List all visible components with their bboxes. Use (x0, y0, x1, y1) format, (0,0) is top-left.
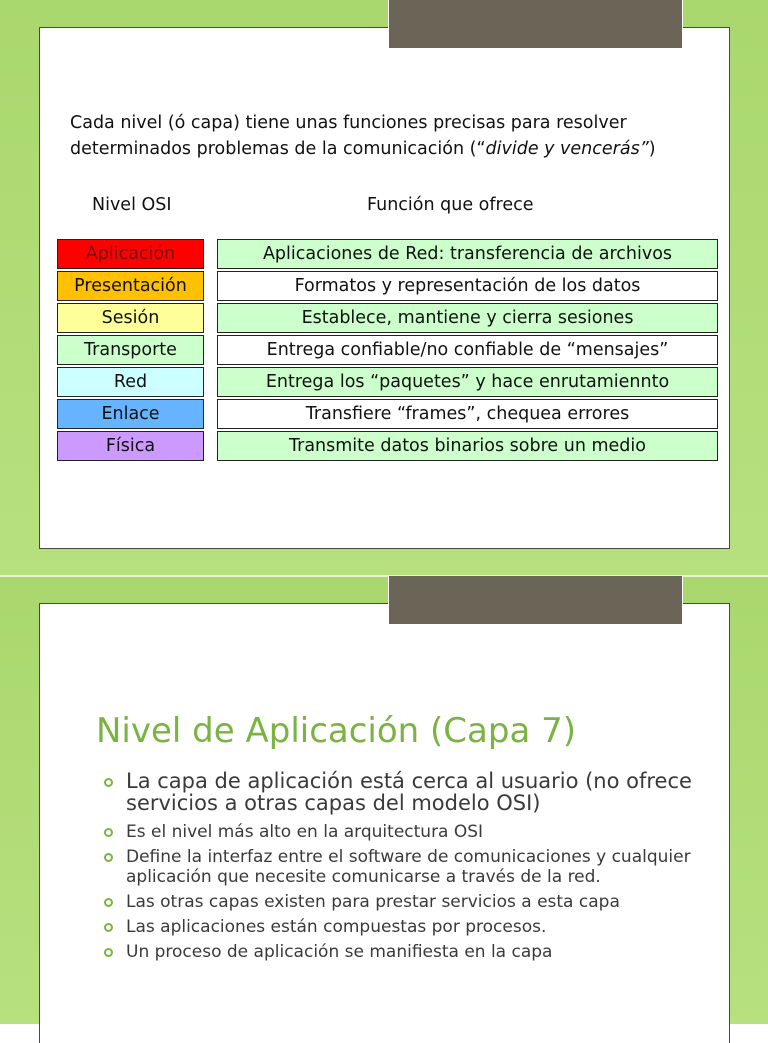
bullet-text: Las otras capas existen para prestar servicios a esta capa (126, 892, 620, 912)
osi-layer-cell: Física (57, 431, 204, 461)
intro-line-2 (70, 136, 720, 162)
osi-layer-cell: Red (57, 367, 204, 397)
bullet-text: Un proceso de aplicación se manifiesta en la capa (126, 942, 553, 962)
osi-function-cell: Transfiere “frames”, chequea errores (217, 399, 718, 429)
bullet-text: Es el nivel más alto en la arquitectura OSI (126, 822, 484, 842)
bullet-item (104, 917, 724, 937)
column-header-function: Función que ofrece (367, 195, 534, 215)
bullet-circle-icon (104, 898, 113, 907)
osi-layer-cell: Aplicación (57, 239, 204, 269)
intro-line-2-emphasis: divide y vencerás” (485, 139, 649, 159)
bullet-circle-icon (104, 853, 113, 862)
intro-line-1: Cada nivel (ó capa) tiene unas funciones precisas para resolver (70, 113, 627, 133)
osi-function-cell: Transmite datos binarios sobre un medio (217, 431, 718, 461)
slide-2-title: Nivel de Aplicación (Capa 7) (96, 711, 577, 751)
bullet-circle-icon (104, 923, 113, 932)
bullet-text: Define la interfaz entre el software de comunicaciones y cualquier aplicación que necesite comunicarse a través de la red. (126, 847, 691, 887)
slide-2-header-tab (388, 576, 683, 625)
intro-text (70, 110, 720, 162)
osi-layer-cell: Transporte (57, 335, 204, 365)
osi-function-cell: Aplicaciones de Red: transferencia de archivos (217, 239, 718, 269)
bullet-item (104, 892, 724, 912)
osi-function-cell: Formatos y representación de los datos (217, 271, 718, 301)
bullet-circle-icon (104, 778, 113, 787)
osi-layer-cell: Presentación (57, 271, 204, 301)
bullet-text: Las aplicaciones están compuestas por procesos. (126, 917, 547, 937)
osi-layer-cell: Enlace (57, 399, 204, 429)
bullet-item (104, 847, 724, 887)
intro-line-2-prefix: determinados problemas de la comunicación (“ (70, 139, 486, 159)
bullet-text: La capa de aplicación está cerca al usuario (no ofrece servicios a otras capas del modelo OSI) (126, 769, 692, 815)
bullet-item (104, 770, 724, 814)
bullet-list (104, 770, 724, 967)
slide-1-header-tab (388, 0, 683, 49)
bullet-circle-icon (104, 948, 113, 957)
osi-function-cell: Establece, mantiene y cierra sesiones (217, 303, 718, 333)
intro-line-2-suffix: ) (648, 139, 656, 159)
bullet-item (104, 822, 724, 842)
osi-function-cell: Entrega los “paquetes” y hace enrutamiennto (217, 367, 718, 397)
bullet-item (104, 942, 724, 962)
osi-function-cell: Entrega confiable/no confiable de “mensajes” (217, 335, 718, 365)
column-header-osi-level: Nivel OSI (92, 195, 172, 215)
osi-layer-cell: Sesión (57, 303, 204, 333)
bullet-circle-icon (104, 828, 113, 837)
